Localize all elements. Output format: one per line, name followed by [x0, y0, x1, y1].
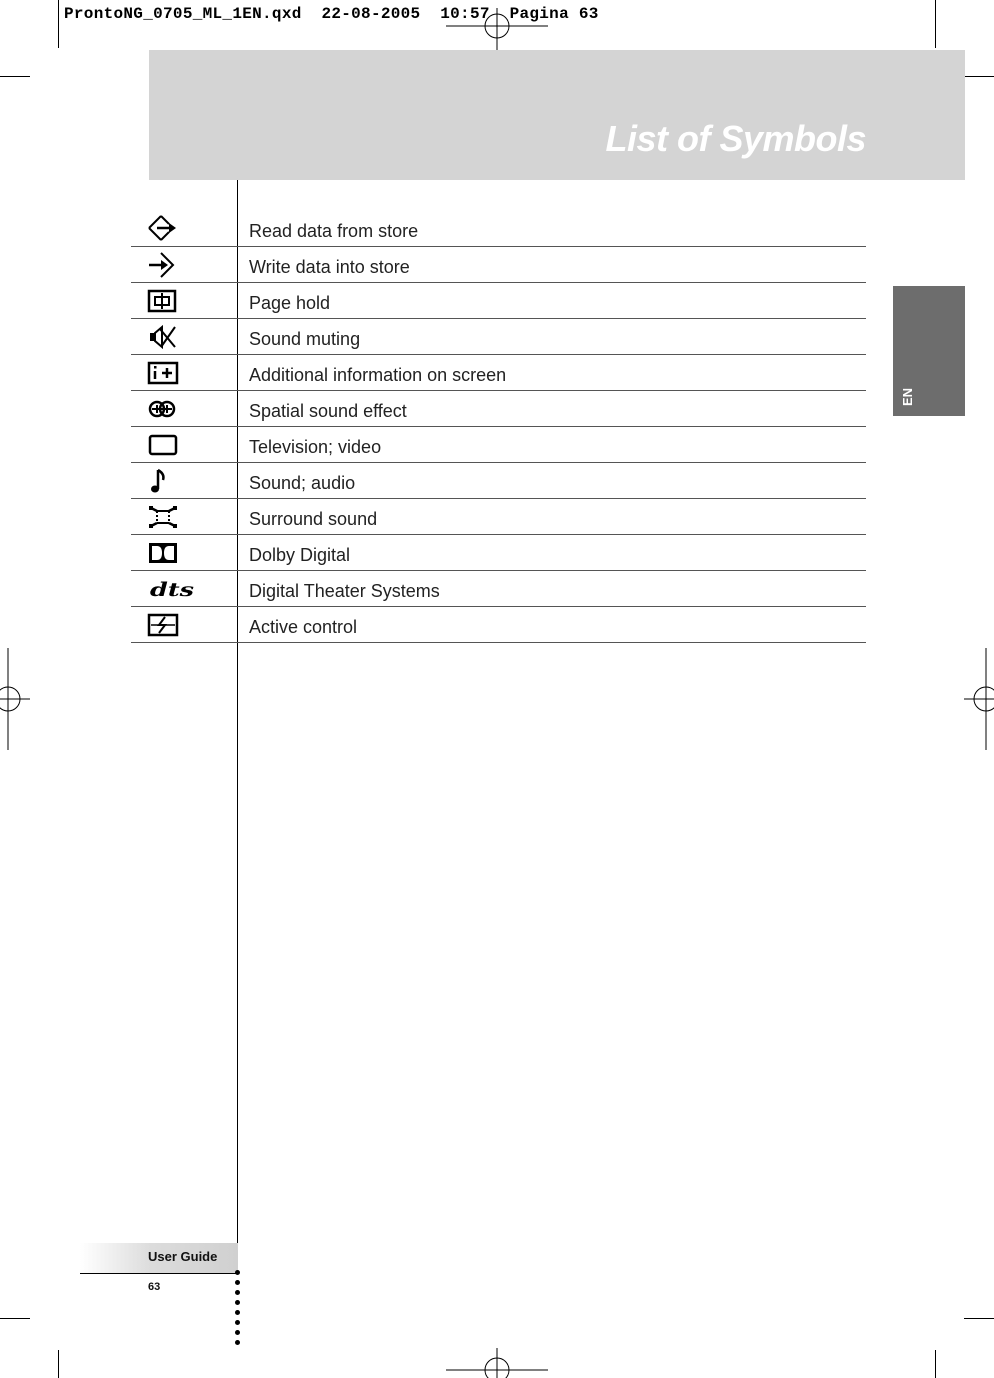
info-on-screen-icon [147, 360, 179, 386]
symbol-label: Read data from store [249, 221, 419, 241]
registration-mark-left [0, 648, 32, 750]
footer-guide-title: User Guide [148, 1249, 218, 1264]
registration-mark-right [962, 648, 994, 750]
sound-muting-icon [147, 324, 179, 350]
print-slug: ProntoNG_0705_ML_1EN.qxd 22-08-2005 10:57 Pagina 63 [64, 5, 599, 23]
page-number: 63 [148, 1281, 161, 1293]
symbol-label: Dolby Digital [249, 545, 351, 565]
table-row [131, 427, 866, 463]
symbol-label: Spatial sound effect [249, 401, 407, 421]
spatial-sound-icon [147, 396, 179, 422]
header-band [149, 50, 965, 180]
table-row [131, 319, 866, 355]
registration-mark-top [446, 0, 548, 52]
dolby-digital-icon [147, 540, 179, 566]
symbol-label: Television; video [249, 437, 382, 457]
table-row [131, 391, 866, 427]
write-data-icon [147, 252, 179, 278]
read-data-icon [147, 215, 179, 241]
television-icon [147, 432, 179, 458]
page-hold-icon [147, 288, 179, 314]
table-row [131, 283, 866, 319]
active-control-icon [147, 612, 179, 638]
symbol-label: Digital Theater Systems [249, 581, 440, 601]
symbol-label: Additional information on screen [249, 365, 507, 385]
table-row [131, 210, 866, 247]
table-row [131, 607, 866, 643]
language-tab-label: EN [900, 387, 915, 406]
symbol-label: Active control [249, 617, 358, 637]
table-row [131, 247, 866, 283]
surround-sound-icon [147, 504, 179, 530]
table-row [131, 535, 866, 571]
symbol-label: Surround sound [249, 509, 378, 529]
svg-text:dts: dts [150, 578, 195, 601]
table-row [131, 571, 866, 607]
registration-mark-bottom [446, 1344, 548, 1378]
table-row [131, 463, 866, 499]
table-row [131, 499, 866, 535]
symbol-label: Sound muting [249, 329, 361, 349]
symbols-table [131, 210, 866, 643]
music-note-icon [147, 468, 179, 494]
symbol-label: Sound; audio [249, 473, 356, 493]
language-tab [893, 286, 965, 416]
table-row [131, 355, 866, 391]
dts-icon [149, 576, 195, 602]
symbol-label: Write data into store [249, 257, 410, 277]
symbol-label: Page hold [249, 293, 331, 313]
page-title: List of Symbols [605, 118, 866, 159]
